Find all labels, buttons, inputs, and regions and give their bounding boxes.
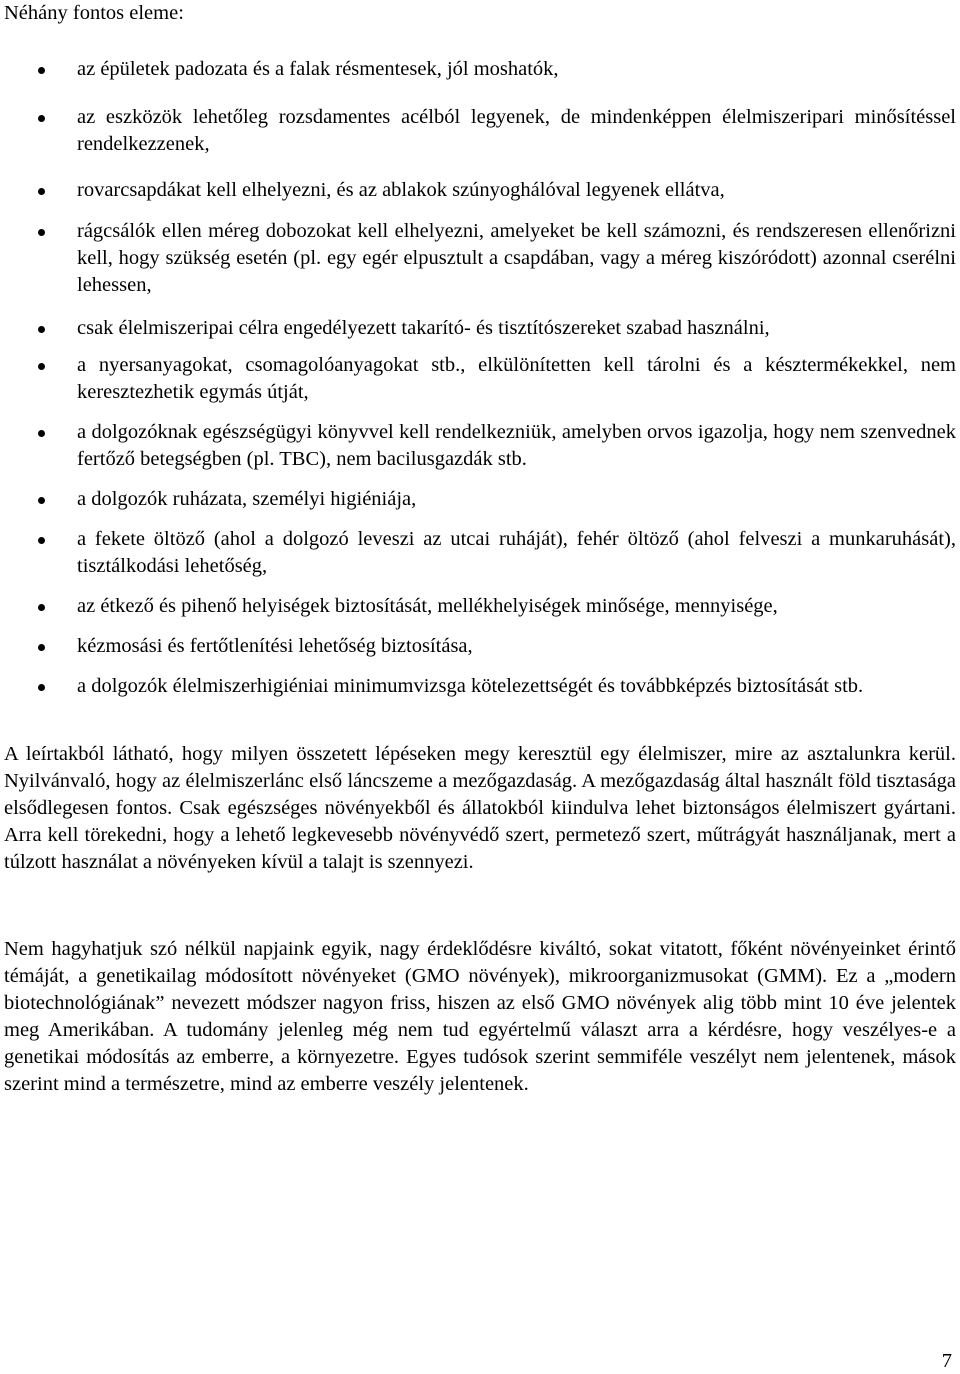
list-item xyxy=(0,104,960,158)
list-item-text: az eszközök lehetőleg rozsdamentes acélból legyenek, de mindenképpen élelmiszeripari minősítéssel rendelkezzenek, xyxy=(77,106,956,155)
body-paragraph: A leírtakból látható, hogy milyen összetett lépéseken megy keresztül egy élelmiszer, mire az asztalunkra kerül. Nyilvánvaló, hogy az élelmiszerlánc első láncszeme a mezőgazdaság. A mezőgazdaság által használt föld tisztasága elsődlegesen fontos. Csak egészséges növényekből és állatokból kiindulva lehet biztonságos élelmiszert gyártani. Arra kell törekedni, hogy a lehető legkevesebb növényvédő szert, permetező szert, műtrágyát használjanak, mert a túlzott használat a növényeken kívül a talajt is szennyezi. xyxy=(4,743,956,873)
list-item-text: a fekete öltöző (ahol a dolgozó leveszi az utcai ruháját), fehér öltöző (ahol felveszi a munkaruhását), tisztálkodási lehetőség, xyxy=(77,528,956,577)
bullet-icon xyxy=(38,497,45,504)
list-item-text: az épületek padozata és a falak résmentesek, jól moshatók, xyxy=(77,58,559,80)
bullet-icon xyxy=(38,363,45,370)
list-item xyxy=(0,177,960,204)
section-heading: Néhány fontos eleme: xyxy=(4,2,184,24)
list-item-text: az étkező és pihenő helyiségek biztosítását, mellékhelyiségek minősége, mennyisége, xyxy=(77,595,778,617)
list-item xyxy=(0,486,960,513)
list-item-text: a nyersanyagokat, csomagolóanyagokat stb., elkülönítetten kell tárolni és a késztermékekkel, nem keresztezhetik egymás útját, xyxy=(77,354,956,403)
bullet-icon xyxy=(38,644,45,651)
page-number: 7 xyxy=(941,1350,952,1372)
list-item xyxy=(0,56,960,83)
bullet-icon xyxy=(38,326,45,333)
list-item xyxy=(0,419,960,473)
list-item-text: kézmosási és fertőtlenítési lehetőség biztosítása, xyxy=(77,635,473,657)
bullet-icon xyxy=(38,537,45,544)
bullet-icon xyxy=(38,188,45,195)
body-paragraph: Nem hagyhatjuk szó nélkül napjaink egyik, nagy érdeklődésre kiváltó, sokat vitatott, főként növényeinket érintő témáját, a genetikailag módosított növényeket (GMO növények), mikroorganizmusokat (GMM). Ez a „modern biotechnológiának” nevezett módszer nagyon friss, hiszen az első GMO növények alig több mint 10 éve jelentek meg Amerikában. A tudomány jelenleg még nem tud egyértelmű választ arra a kérdésre, hogy veszélyes-e a genetikai módosítás az emberre, a környezetre. Egyes tudósok szerint semmiféle veszélyt nem jelentenek, mások szerint mind a természetre, mind az emberre veszély jelentenek. xyxy=(4,938,956,1095)
list-item xyxy=(0,218,960,299)
list-item-text: csak élelmiszeripai célra engedélyezett takarító- és tisztítószereket szabad használni, xyxy=(77,317,770,339)
list-item-text: rovarcsapdákat kell elhelyezni, és az ablakok szúnyoghálóval legyenek ellátva, xyxy=(77,179,725,201)
bullet-icon xyxy=(38,430,45,437)
list-item xyxy=(0,593,960,620)
list-item-text: a dolgozóknak egészségügyi könyvvel kell rendelkezniük, amelyben orvos igazolja, hogy nem szenvednek fertőző betegségben (pl. TBC), nem bacilusgazdák stb. xyxy=(77,421,956,470)
bullet-icon xyxy=(38,115,45,122)
bullet-list xyxy=(0,56,960,700)
list-item-text: rágcsálók ellen méreg dobozokat kell elhelyezni, amelyeket be kell számozni, és rendszeresen ellenőrizni kell, hogy szükség esetén (pl. egy egér elpusztult a csapdában, vagy a méreg kiszóródott) azonnal cserélni lehessen, xyxy=(77,220,956,296)
bullet-icon xyxy=(38,604,45,611)
bullet-icon xyxy=(38,229,45,236)
list-item xyxy=(0,673,960,700)
bullet-icon xyxy=(38,67,45,74)
list-item xyxy=(0,526,960,580)
list-item-text: a dolgozók élelmiszerhigiéniai minimumvizsga kötelezettségét és továbbképzés biztosítását stb. xyxy=(77,675,864,697)
bullet-icon xyxy=(38,684,45,691)
list-item-text: a dolgozók ruházata, személyi higiéniája, xyxy=(77,488,417,510)
list-item xyxy=(0,315,960,342)
list-item xyxy=(0,352,960,406)
list-item xyxy=(0,633,960,660)
